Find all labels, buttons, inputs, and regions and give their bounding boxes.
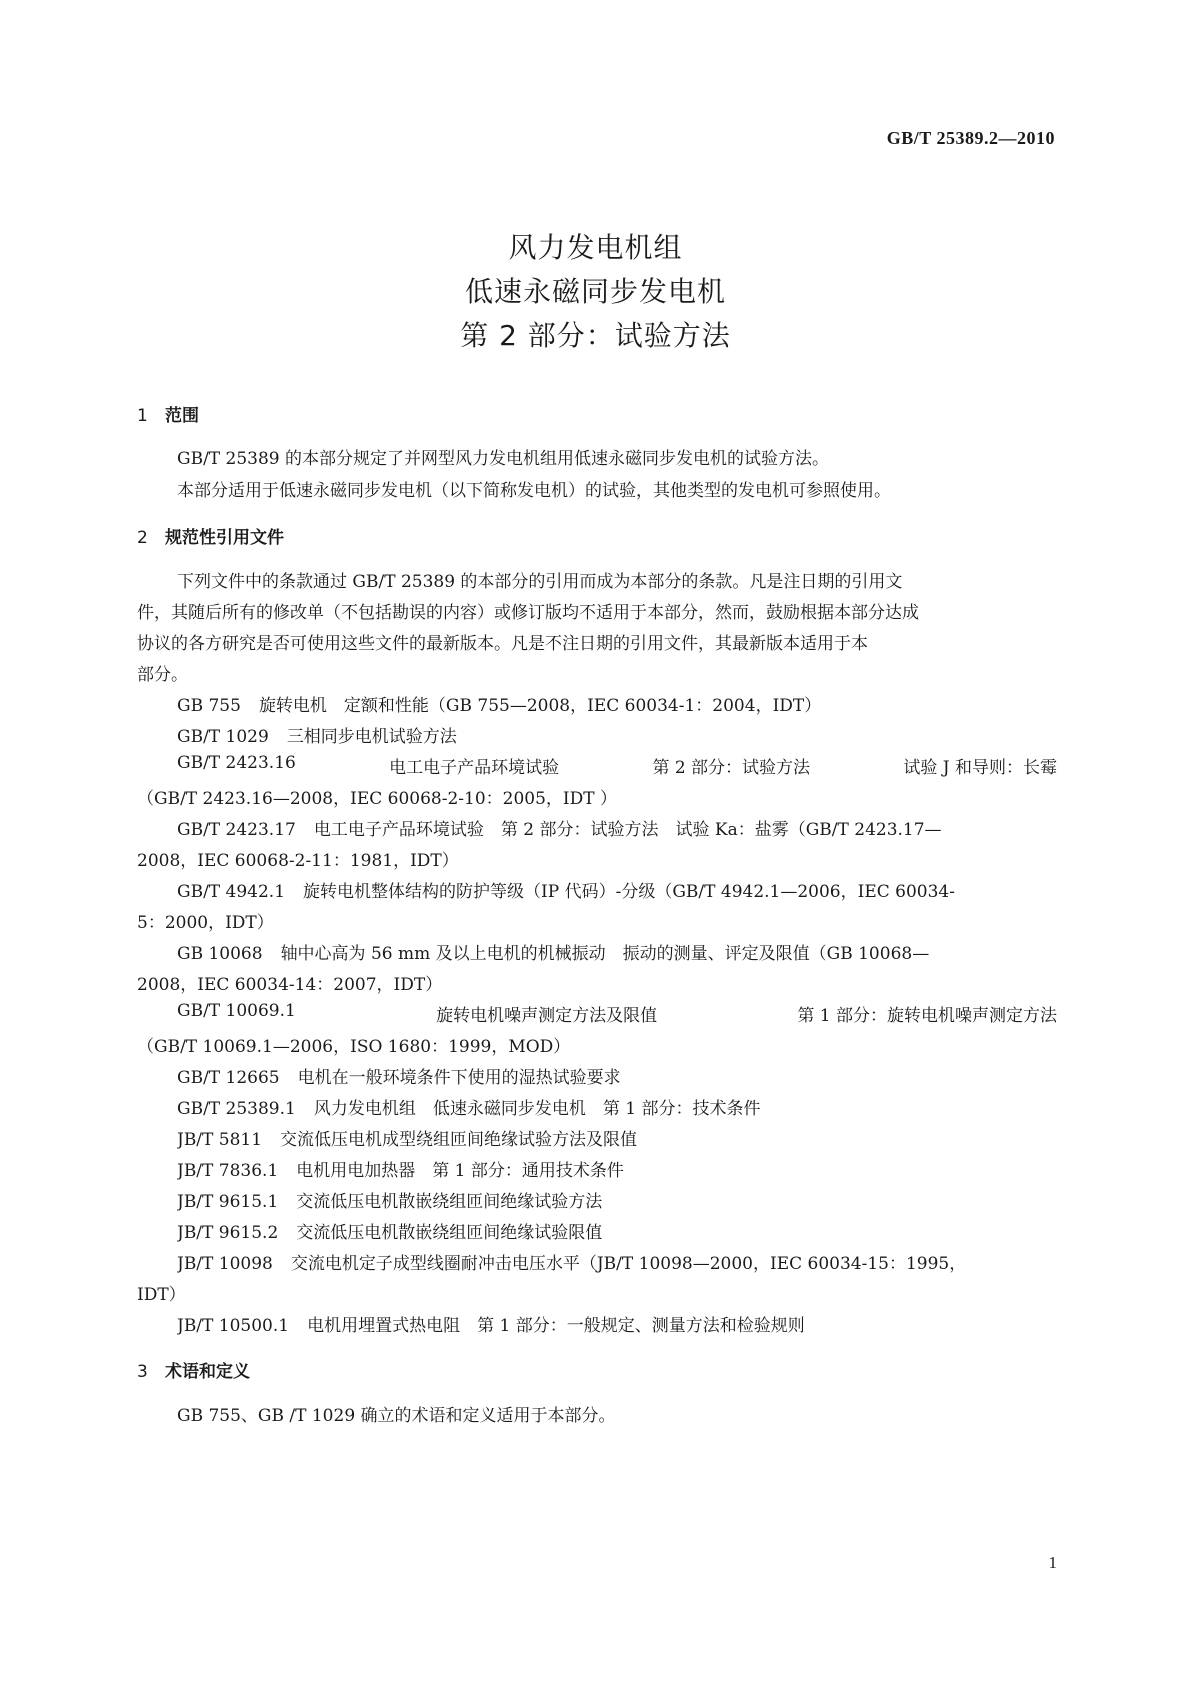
reference-entry xyxy=(177,1094,1057,1119)
section-2-number: 2 xyxy=(137,528,148,548)
reference-title: 第 1 部分：旋转电机噪声测定方法 xyxy=(797,1006,1057,1026)
reference-code: JB/T 10098 xyxy=(177,1254,273,1274)
reference-code: JB/T 10500.1 xyxy=(177,1316,290,1336)
reference-code: JB/T 5811 xyxy=(177,1130,263,1150)
reference-continuation: 2008，IEC 60034-14：2007，IDT） xyxy=(137,975,443,995)
section-3-heading xyxy=(137,1357,250,1382)
standard-number: GB/T 25389.2—2010 xyxy=(886,128,1055,148)
reference-title: 电工电子产品环境试验 第 2 部分：试验方法 试验 Ka：盐雾（GB/T 2423.17— xyxy=(313,820,942,840)
reference-code: GB/T 25389.1 xyxy=(177,1099,296,1119)
section-3-paragraph-1: GB 755、GB /T 1029 确立的术语和定义适用于本部分。 xyxy=(177,1406,616,1426)
reference-entry xyxy=(177,1125,1057,1150)
reference-title: 电工电子产品环境试验 xyxy=(389,758,560,778)
reference-title: 风力发电机组 低速永磁同步发电机 第 1 部分：技术条件 xyxy=(313,1099,761,1119)
title-line-3: 第 2 部分：试验方法 xyxy=(460,319,731,352)
section-1-paragraph-2: 本部分适用于低速永磁同步发电机（以下简称发电机）的试验，其他类型的发电机可参照使用。 xyxy=(177,481,891,501)
reference-title: 交流电机定子成型线圈耐冲击电压水平（JB/T 10098—2000，IEC 60034-15：1995， xyxy=(290,1254,967,1274)
reference-code: GB/T 1029 xyxy=(177,727,269,747)
reference-title: 轴中心高为 56 mm 及以上电机的机械振动 振动的测量、评定及限值（GB 10068— xyxy=(280,944,930,964)
reference-title: 旋转电机 定额和性能（GB 755—2008，IEC 60034-1：2004，IDT） xyxy=(258,696,822,716)
reference-code: JB/T 9615.2 xyxy=(177,1223,279,1243)
reference-entry xyxy=(177,691,1057,716)
section-1-title: 范围 xyxy=(165,406,199,426)
reference-code: GB/T 10069.1 xyxy=(177,1001,296,1021)
reference-entry xyxy=(177,939,1057,964)
reference-entry xyxy=(177,1156,1057,1181)
title-line-1: 风力发电机组 xyxy=(508,231,683,264)
reference-continuation: （GB/T 10069.1—2006，ISO 1680：1999，MOD） xyxy=(137,1037,571,1057)
reference-continuation: IDT） xyxy=(137,1285,186,1305)
section-2-intro-line: 部分。 xyxy=(137,665,188,685)
section-2-heading xyxy=(137,523,284,548)
document-title xyxy=(0,226,1191,358)
reference-entry xyxy=(177,753,1057,778)
reference-entry xyxy=(177,877,1057,902)
section-2-intro-line: 下列文件中的条款通过 GB/T 25389 的本部分的引用而成为本部分的条款。凡是注日期的引用文 xyxy=(177,572,903,592)
section-3-number: 3 xyxy=(137,1362,148,1382)
reference-code: JB/T 9615.1 xyxy=(177,1192,279,1212)
reference-code: GB/T 2423.16 xyxy=(177,753,296,773)
reference-code: GB 10068 xyxy=(177,944,263,964)
section-2-intro-line: 协议的各方研究是否可使用这些文件的最新版本。凡是不注日期的引用文件，其最新版本适用于本 xyxy=(137,634,868,654)
reference-title: 三相同步电机试验方法 xyxy=(286,727,457,747)
reference-code: GB/T 12665 xyxy=(177,1068,280,1088)
reference-title: 旋转电机整体结构的防护等级（IP 代码）-分级（GB/T 4942.1—2006，IEC 60034- xyxy=(303,882,955,902)
reference-continuation: （GB/T 2423.16—2008，IEC 60068-2-10：2005，IDT ） xyxy=(137,789,618,809)
reference-title: 交流低压电机成型绕组匝间绝缘试验方法及限值 xyxy=(280,1130,638,1150)
reference-entry xyxy=(177,1063,1057,1088)
reference-title: 电机用电加热器 第 1 部分：通用技术条件 xyxy=(296,1161,624,1181)
reference-title: 电机用埋置式热电阻 第 1 部分：一般规定、测量方法和检验规则 xyxy=(307,1316,805,1336)
reference-title: 电机在一般环境条件下使用的湿热试验要求 xyxy=(297,1068,621,1088)
reference-code: GB/T 4942.1 xyxy=(177,882,286,902)
section-3-title: 术语和定义 xyxy=(165,1362,250,1382)
reference-code: JB/T 7836.1 xyxy=(177,1161,279,1181)
section-2-intro-line: 件，其随后所有的修改单（不包括勘误的内容）或修订版均不适用于本部分，然而，鼓励根据本部分达成 xyxy=(137,603,919,623)
reference-entry xyxy=(177,1218,1057,1243)
reference-continuation: 5：2000，IDT） xyxy=(137,913,274,933)
reference-code: GB/T 2423.17 xyxy=(177,820,296,840)
reference-entry xyxy=(177,1187,1057,1212)
reference-entry xyxy=(177,1249,1057,1274)
section-2-title: 规范性引用文件 xyxy=(165,528,284,548)
reference-entry xyxy=(177,815,1057,840)
reference-entry xyxy=(177,1311,1057,1336)
page-number: 1 xyxy=(1048,1553,1057,1572)
title-line-2: 低速永磁同步发电机 xyxy=(464,275,726,308)
reference-title: 交流低压电机散嵌绕组匝间绝缘试验方法 xyxy=(296,1192,603,1212)
section-1-paragraph-1: GB/T 25389 的本部分规定了并网型风力发电机组用低速永磁同步发电机的试验方法。 xyxy=(177,449,830,469)
section-1-heading xyxy=(137,401,199,426)
reference-code: GB 755 xyxy=(177,696,241,716)
reference-entry xyxy=(177,1001,1057,1026)
reference-title: 旋转电机噪声测定方法及限值 xyxy=(436,1006,658,1026)
reference-title: 交流低压电机散嵌绕组匝间绝缘试验限值 xyxy=(296,1223,603,1243)
reference-entry xyxy=(177,722,1057,747)
reference-continuation: 2008，IEC 60068-2-11：1981，IDT） xyxy=(137,851,459,871)
reference-title: 第 2 部分：试验方法 xyxy=(652,758,811,778)
reference-title: 试验 J 和导则：长霉 xyxy=(903,758,1057,778)
section-1-number: 1 xyxy=(137,406,148,426)
